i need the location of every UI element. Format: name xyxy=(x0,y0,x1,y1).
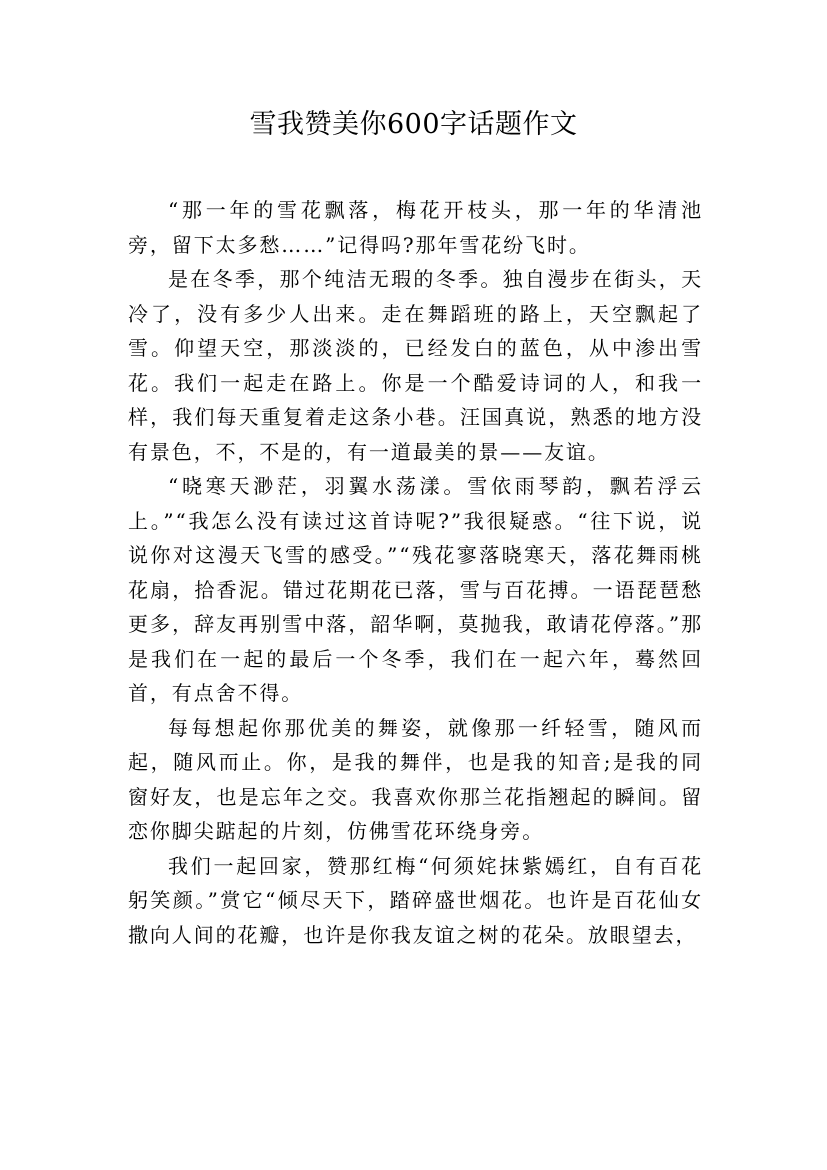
document-body xyxy=(128,193,703,952)
paragraph: 是在冬季，那个纯洁无瑕的冬季。独自漫步在街头，天冷了，没有多少人出来。走在舞蹈班的路上，天空飘起了雪。仰望天空，那淡淡的，已经发白的蓝色，从中渗出雪花。我们一起走在路上。你是一个酷爱诗词的人，和我一样，我们每天重复着走这条小巷。汪国真说，熟悉的地方没有景色，不，不是的，有一道最美的景——友谊。 xyxy=(128,267,703,464)
paragraph: “晓寒天渺茫，羽翼水荡漾。雪依雨琴韵，飘若浮云上。”“我怎么没有读过这首诗呢?”我很疑惑。“往下说，说说你对这漫天飞雪的感受。”“残花寥落晓寒天，落花舞雨桃花扇，拾香泥。错过花期花已落，雪与百花搏。一语琵琶愁更多，辞友再别雪中落，韶华啊，莫抛我，敢请花停落。”那是我们在一起的最后一个冬季，我们在一起六年，蓦然回首，有点舍不得。 xyxy=(128,474,703,705)
document-title: 雪我赞美你600字话题作文 xyxy=(249,109,578,140)
paragraph: “那一年的雪花飘落，梅花开枝头，那一年的华清池旁，留下太多愁……”记得吗?那年雪花纷飞时。 xyxy=(128,198,703,257)
paragraph: 每每想起你那优美的舞姿，就像那一纤轻雪，随风而起，随风而止。你，是我的舞伴，也是我的知音;是我的同窗好友，也是忘年之交。我喜欢你那兰花指翘起的瞬间。留恋你脚尖踮起的片刻，仿佛雪花环绕身旁。 xyxy=(128,715,703,843)
paragraph: 我们一起回家，赞那红梅“何须姹抹紫嫣红，自有百花躬笑颜。”赏它“倾尽天下，踏碎盛世烟花。也许是百花仙女撒向人间的花瓣，也许是你我友谊之树的花朵。放眼望去， xyxy=(128,853,703,947)
